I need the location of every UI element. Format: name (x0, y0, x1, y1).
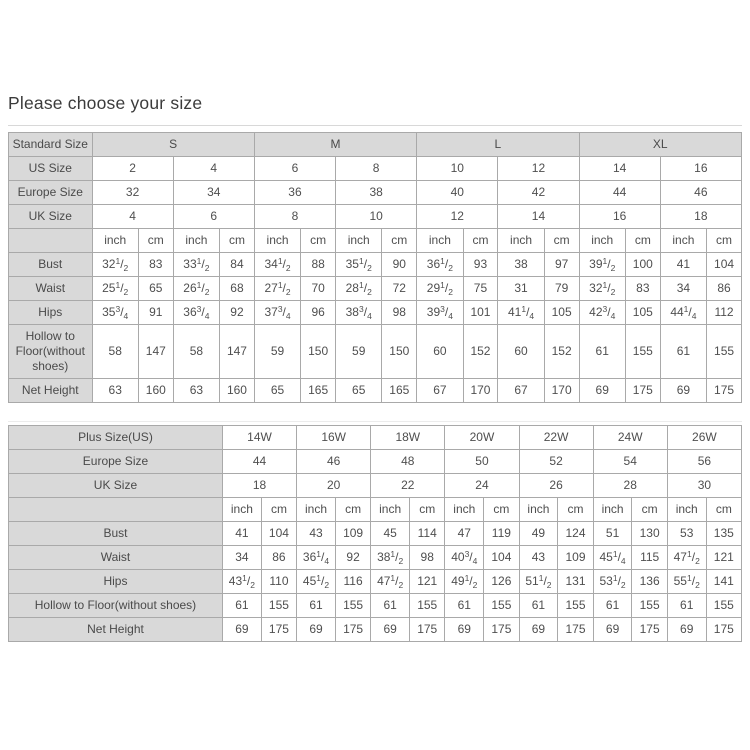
data-cell: 152 (463, 325, 498, 379)
data-cell: $41^1/_4$ (498, 301, 544, 325)
header-cell: Bust (9, 522, 223, 546)
data-cell: 136 (632, 570, 667, 594)
data-cell: 46 (660, 181, 741, 205)
data-cell: 69 (579, 379, 625, 403)
data-cell: 44 (579, 181, 660, 205)
header-cell: Standard Size (9, 133, 93, 157)
data-cell: $38^1/_2$ (371, 546, 410, 570)
data-cell: 8 (336, 157, 417, 181)
data-cell: 93 (463, 253, 498, 277)
data-cell: 22 (371, 474, 445, 498)
header-cell: Hollow to Floor(without shoes) (9, 594, 223, 618)
data-cell: 69 (519, 618, 558, 642)
table-row (9, 426, 742, 450)
data-cell: cm (707, 229, 742, 253)
data-cell: 84 (220, 253, 255, 277)
data-cell: 175 (558, 618, 593, 642)
data-cell: 28 (593, 474, 667, 498)
data-cell: $36^1/_2$ (417, 253, 463, 277)
data-cell: $26^1/_2$ (173, 277, 219, 301)
data-cell: inch (660, 229, 706, 253)
data-cell: 18 (222, 474, 296, 498)
table-row (9, 546, 742, 570)
data-cell: 155 (706, 594, 741, 618)
data-cell: 147 (138, 325, 173, 379)
data-cell: $36^1/_4$ (297, 546, 336, 570)
data-cell: 175 (707, 379, 742, 403)
data-cell: 16 (579, 205, 660, 229)
data-cell: cm (632, 498, 667, 522)
page-title: Please choose your size (8, 93, 203, 113)
data-cell: inch (173, 229, 219, 253)
data-cell: 54 (593, 450, 667, 474)
data-cell: $39^3/_4$ (417, 301, 463, 325)
data-cell: 2 (92, 157, 173, 181)
data-cell: 104 (484, 546, 519, 570)
data-cell: 49 (519, 522, 558, 546)
table-row (9, 277, 742, 301)
table-row (9, 325, 742, 379)
data-cell: 67 (417, 379, 463, 403)
data-cell: 109 (558, 546, 593, 570)
data-cell: 72 (382, 277, 417, 301)
data-cell: cm (335, 498, 370, 522)
data-cell: 56 (667, 450, 741, 474)
data-cell: 175 (484, 618, 519, 642)
divider (8, 125, 742, 126)
data-cell: $32^1/_2$ (579, 277, 625, 301)
data-cell: 32 (92, 181, 173, 205)
header-cell: Net Height (9, 618, 223, 642)
data-cell: 31 (498, 277, 544, 301)
header-cell: Hips (9, 570, 223, 594)
header-cell: Hips (9, 301, 93, 325)
data-cell: 20 (297, 474, 371, 498)
data-cell: $42^3/_4$ (579, 301, 625, 325)
data-cell: 44 (222, 450, 296, 474)
data-cell: inch (667, 498, 706, 522)
divider (8, 421, 742, 422)
data-cell: 58 (173, 325, 219, 379)
data-cell: 124 (558, 522, 593, 546)
data-cell: 69 (667, 618, 706, 642)
header-cell: US Size (9, 157, 93, 181)
data-cell: 43 (297, 522, 336, 546)
data-cell: inch (297, 498, 336, 522)
data-cell: 34 (173, 181, 254, 205)
data-cell: 52 (519, 450, 593, 474)
data-cell: 86 (261, 546, 296, 570)
data-cell: 96 (301, 301, 336, 325)
data-cell: 109 (335, 522, 370, 546)
data-cell: 58 (92, 325, 138, 379)
data-cell: 34 (660, 277, 706, 301)
data-cell: 61 (297, 594, 336, 618)
data-cell: 45 (371, 522, 410, 546)
data-cell: 104 (707, 253, 742, 277)
data-cell: 41 (222, 522, 261, 546)
table-row (9, 618, 742, 642)
header-cell: Net Height (9, 379, 93, 403)
data-cell: 61 (519, 594, 558, 618)
table-row (9, 522, 742, 546)
data-cell: $25^1/_2$ (92, 277, 138, 301)
data-cell: 155 (632, 594, 667, 618)
data-cell: 4 (173, 157, 254, 181)
data-cell: 10 (417, 157, 498, 181)
table-row (9, 205, 742, 229)
data-cell: 69 (371, 618, 410, 642)
data-cell: 70 (301, 277, 336, 301)
header-cell: S (92, 133, 254, 157)
data-cell: $45^1/_4$ (593, 546, 632, 570)
data-cell: 112 (707, 301, 742, 325)
data-cell: 8 (254, 205, 335, 229)
data-cell: 86 (707, 277, 742, 301)
data-cell: $55^1/_2$ (667, 570, 706, 594)
data-cell: 79 (544, 277, 579, 301)
data-cell: 26W (667, 426, 741, 450)
data-cell: 121 (706, 546, 741, 570)
data-cell: 116 (335, 570, 370, 594)
data-cell: inch (222, 498, 261, 522)
data-cell: 16 (660, 157, 741, 181)
data-cell: 131 (558, 570, 593, 594)
table-row (9, 570, 742, 594)
data-cell: 150 (382, 325, 417, 379)
table-row (9, 229, 742, 253)
data-cell: inch (519, 498, 558, 522)
data-cell: 24W (593, 426, 667, 450)
data-cell: $49^1/_2$ (445, 570, 484, 594)
data-cell: 160 (220, 379, 255, 403)
data-cell: 41 (660, 253, 706, 277)
header-cell: Europe Size (9, 450, 223, 474)
data-cell: 48 (371, 450, 445, 474)
data-cell: cm (625, 229, 660, 253)
data-cell: 130 (632, 522, 667, 546)
data-cell: 135 (706, 522, 741, 546)
header-cell: L (417, 133, 579, 157)
data-cell: 175 (706, 618, 741, 642)
data-cell: 6 (254, 157, 335, 181)
data-cell: 155 (558, 594, 593, 618)
data-cell: 61 (660, 325, 706, 379)
data-cell: 170 (463, 379, 498, 403)
data-cell: cm (706, 498, 741, 522)
data-cell: 155 (335, 594, 370, 618)
data-cell: 16W (297, 426, 371, 450)
data-cell: inch (579, 229, 625, 253)
data-cell: $40^3/_4$ (445, 546, 484, 570)
data-cell: 119 (484, 522, 519, 546)
data-cell: 114 (410, 522, 445, 546)
data-cell: cm (484, 498, 519, 522)
data-cell: 175 (261, 618, 296, 642)
data-cell: 63 (92, 379, 138, 403)
data-cell: $38^3/_4$ (336, 301, 382, 325)
data-cell: 98 (410, 546, 445, 570)
data-cell: 69 (593, 618, 632, 642)
header-cell: M (254, 133, 416, 157)
data-cell: 4 (92, 205, 173, 229)
data-cell: 18W (371, 426, 445, 450)
data-cell: 51 (593, 522, 632, 546)
data-cell: 50 (445, 450, 519, 474)
data-cell: 104 (261, 522, 296, 546)
data-cell: 75 (463, 277, 498, 301)
data-cell: $28^1/_2$ (336, 277, 382, 301)
data-cell: 97 (544, 253, 579, 277)
data-cell: 30 (667, 474, 741, 498)
data-cell: 155 (707, 325, 742, 379)
data-cell: 60 (417, 325, 463, 379)
data-cell: inch (371, 498, 410, 522)
data-cell: 147 (220, 325, 255, 379)
data-cell: 18 (660, 205, 741, 229)
data-cell: 40 (417, 181, 498, 205)
data-cell: 61 (593, 594, 632, 618)
data-cell: 26 (519, 474, 593, 498)
data-cell: cm (410, 498, 445, 522)
data-cell: 155 (625, 325, 660, 379)
data-cell: $29^1/_2$ (417, 277, 463, 301)
data-cell: 46 (297, 450, 371, 474)
data-cell: 69 (222, 618, 261, 642)
data-cell: 69 (297, 618, 336, 642)
data-cell: 10 (336, 205, 417, 229)
table-row (9, 253, 742, 277)
data-cell: 150 (301, 325, 336, 379)
data-cell: 100 (625, 253, 660, 277)
data-cell: 24 (445, 474, 519, 498)
data-cell: 61 (667, 594, 706, 618)
data-cell: 34 (222, 546, 261, 570)
header-cell: Bust (9, 253, 93, 277)
data-cell: 165 (382, 379, 417, 403)
table-row (9, 594, 742, 618)
data-cell: 53 (667, 522, 706, 546)
data-cell: 36 (254, 181, 335, 205)
data-cell: 12 (417, 205, 498, 229)
data-cell: 20W (445, 426, 519, 450)
table-row (9, 181, 742, 205)
header-cell (9, 229, 93, 253)
data-cell: inch (445, 498, 484, 522)
data-cell: $43^1/_2$ (222, 570, 261, 594)
data-cell: $51^1/_2$ (519, 570, 558, 594)
header-cell: UK Size (9, 205, 93, 229)
data-cell: cm (463, 229, 498, 253)
header-cell: Waist (9, 546, 223, 570)
table-row (9, 474, 742, 498)
data-cell: 14 (498, 205, 579, 229)
data-cell: 126 (484, 570, 519, 594)
data-cell: 63 (173, 379, 219, 403)
data-cell: $39^1/_2$ (579, 253, 625, 277)
data-cell: 92 (335, 546, 370, 570)
data-cell: inch (593, 498, 632, 522)
data-cell: 160 (138, 379, 173, 403)
data-cell: 155 (484, 594, 519, 618)
header-cell: Hollow to Floor(without shoes) (9, 325, 93, 379)
header-cell: Waist (9, 277, 93, 301)
data-cell: $35^3/_4$ (92, 301, 138, 325)
data-cell: cm (261, 498, 296, 522)
data-cell: 165 (301, 379, 336, 403)
data-cell: $32^1/_2$ (92, 253, 138, 277)
data-cell: 115 (632, 546, 667, 570)
data-cell: inch (336, 229, 382, 253)
data-cell: cm (138, 229, 173, 253)
data-cell: 61 (222, 594, 261, 618)
data-cell: 60 (498, 325, 544, 379)
table-row (9, 133, 742, 157)
data-cell: 170 (544, 379, 579, 403)
table-row (9, 450, 742, 474)
data-cell: 69 (445, 618, 484, 642)
data-cell: inch (498, 229, 544, 253)
data-cell: 59 (336, 325, 382, 379)
data-cell: $35^1/_2$ (336, 253, 382, 277)
header-cell: Plus Size(US) (9, 426, 223, 450)
data-cell: 38 (498, 253, 544, 277)
table-row (9, 379, 742, 403)
data-cell: 141 (706, 570, 741, 594)
data-cell: 47 (445, 522, 484, 546)
data-cell: 59 (254, 325, 300, 379)
data-cell: 61 (445, 594, 484, 618)
data-cell: 69 (660, 379, 706, 403)
data-cell: 175 (632, 618, 667, 642)
data-cell: 155 (261, 594, 296, 618)
data-cell: 14 (579, 157, 660, 181)
data-cell: 105 (544, 301, 579, 325)
data-cell: inch (92, 229, 138, 253)
header-cell: Europe Size (9, 181, 93, 205)
header-cell (9, 498, 223, 522)
data-cell: 175 (335, 618, 370, 642)
data-cell: 91 (138, 301, 173, 325)
data-cell: cm (220, 229, 255, 253)
data-cell: 14W (222, 426, 296, 450)
data-cell: cm (301, 229, 336, 253)
data-cell: 90 (382, 253, 417, 277)
data-cell: 12 (498, 157, 579, 181)
data-cell: 105 (625, 301, 660, 325)
data-cell: $47^1/_2$ (667, 546, 706, 570)
data-cell: 98 (382, 301, 417, 325)
data-cell: 92 (220, 301, 255, 325)
data-cell: $44^1/_4$ (660, 301, 706, 325)
data-cell: 65 (254, 379, 300, 403)
data-cell: 65 (336, 379, 382, 403)
data-cell: $37^3/_4$ (254, 301, 300, 325)
table-row (9, 157, 742, 181)
data-cell: cm (544, 229, 579, 253)
data-cell: inch (254, 229, 300, 253)
table-row (9, 301, 742, 325)
data-cell: 175 (410, 618, 445, 642)
data-cell: 121 (410, 570, 445, 594)
data-cell: cm (558, 498, 593, 522)
data-cell: $47^1/_2$ (371, 570, 410, 594)
data-cell: $36^3/_4$ (173, 301, 219, 325)
data-cell: 43 (519, 546, 558, 570)
data-cell: 68 (220, 277, 255, 301)
data-cell: $33^1/_2$ (173, 253, 219, 277)
data-cell: 67 (498, 379, 544, 403)
data-cell: $27^1/_2$ (254, 277, 300, 301)
data-cell: $45^1/_2$ (297, 570, 336, 594)
data-cell: $34^1/_2$ (254, 253, 300, 277)
data-cell: 175 (625, 379, 660, 403)
data-cell: 61 (371, 594, 410, 618)
data-cell: 38 (336, 181, 417, 205)
header-cell: UK Size (9, 474, 223, 498)
data-cell: 65 (138, 277, 173, 301)
data-cell: 110 (261, 570, 296, 594)
data-cell: $53^1/_2$ (593, 570, 632, 594)
data-cell: inch (417, 229, 463, 253)
data-cell: 42 (498, 181, 579, 205)
data-cell: 155 (410, 594, 445, 618)
table-row (9, 498, 742, 522)
header-cell: XL (579, 133, 741, 157)
data-cell: 61 (579, 325, 625, 379)
data-cell: 83 (625, 277, 660, 301)
data-cell: 83 (138, 253, 173, 277)
data-cell: 152 (544, 325, 579, 379)
data-cell: 6 (173, 205, 254, 229)
data-cell: 101 (463, 301, 498, 325)
plus-size-table (8, 425, 742, 642)
data-cell: cm (382, 229, 417, 253)
data-cell: 88 (301, 253, 336, 277)
data-cell: 22W (519, 426, 593, 450)
standard-size-table (8, 132, 742, 403)
